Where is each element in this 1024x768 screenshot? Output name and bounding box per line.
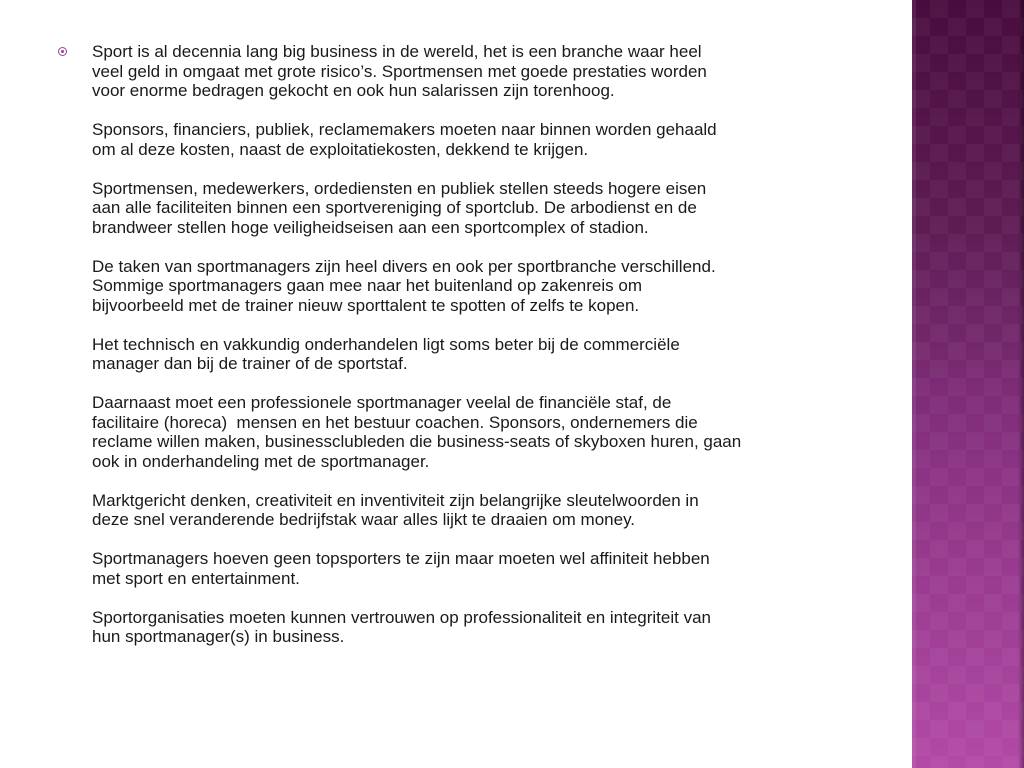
text-line: veel geld in omgaat met grote risico’s. Sportmensen met goede prestaties worden xyxy=(92,61,707,81)
text-line: hun sportmanager(s) in business. xyxy=(92,627,345,646)
decorative-side-panel xyxy=(912,0,1024,768)
text-line: met sport en entertainment. xyxy=(92,568,300,588)
paragraph xyxy=(92,335,872,374)
text-line: Sportorganisaties moeten kunnen vertrouwen op professionaliteit en integriteit van xyxy=(92,607,711,627)
text-line: Het technisch en vakkundig onderhandelen ligt soms beter bij de commerciële xyxy=(92,334,680,354)
paragraph xyxy=(92,393,872,471)
paragraph xyxy=(92,257,872,316)
text-line: ook in onderhandeling met de sportmanager. xyxy=(92,451,430,471)
slide-body-text xyxy=(92,42,872,666)
paragraph xyxy=(92,42,872,101)
paragraph xyxy=(92,179,872,238)
text-line: Sommige sportmanagers gaan mee naar het buitenland op zakenreis om xyxy=(92,276,642,295)
text-line: Sport is al decennia lang big business in de wereld, het is een branche waar heel xyxy=(92,42,702,61)
paragraph xyxy=(92,491,872,530)
text-line: voor enorme bedragen gekocht en ook hun salarissen zijn torenhoog. xyxy=(92,81,615,100)
paragraph xyxy=(92,549,872,588)
text-line: Sportmanagers hoeven geen topsporters te zijn maar moeten wel affiniteit hebben xyxy=(92,549,710,568)
text-line: om al deze kosten, naast de exploitatiekosten, dekkend te krijgen. xyxy=(92,139,589,159)
text-line: De taken van sportmanagers zijn heel divers en ook per sportbranche verschillend. xyxy=(92,256,716,276)
text-line: manager dan bij de trainer of de sportstaf. xyxy=(92,354,408,373)
text-line: Sportmensen, medewerkers, ordediensten en publiek stellen steeds hogere eisen xyxy=(92,178,707,198)
text-line: bijvoorbeeld met de trainer nieuw sporttalent te spotten of zelfs te kopen. xyxy=(92,295,640,315)
text-line: Sponsors, financiers, publiek, reclamemakers moeten naar binnen worden gehaald xyxy=(92,120,717,139)
text-line: facilitaire (horeca) mensen en het bestuur coachen. Sponsors, ondernemers die xyxy=(92,412,698,432)
text-line: reclame willen maken, businessclubleden die business-seats of skyboxen huren, gaan xyxy=(92,432,742,451)
panel-edge xyxy=(912,0,916,768)
text-line: Marktgericht denken, creativiteit en inventiviteit zijn belangrijke sleutelwoorden in xyxy=(92,490,699,510)
text-line: deze snel veranderende bedrijfstak waar alles lijkt te draaien om money. xyxy=(92,510,636,529)
text-line: brandweer stellen hoge veiligheidseisen aan een sportcomplex of stadion. xyxy=(92,217,649,237)
text-line: Daarnaast moet een professionele sportmanager veelal de financiële staf, de xyxy=(92,393,672,412)
paragraph xyxy=(92,608,872,647)
circle-dot-icon xyxy=(58,47,67,56)
text-line: aan alle faciliteiten binnen een sportvereniging of sportclub. De arbodienst en de xyxy=(92,198,697,217)
paragraph xyxy=(92,120,872,159)
